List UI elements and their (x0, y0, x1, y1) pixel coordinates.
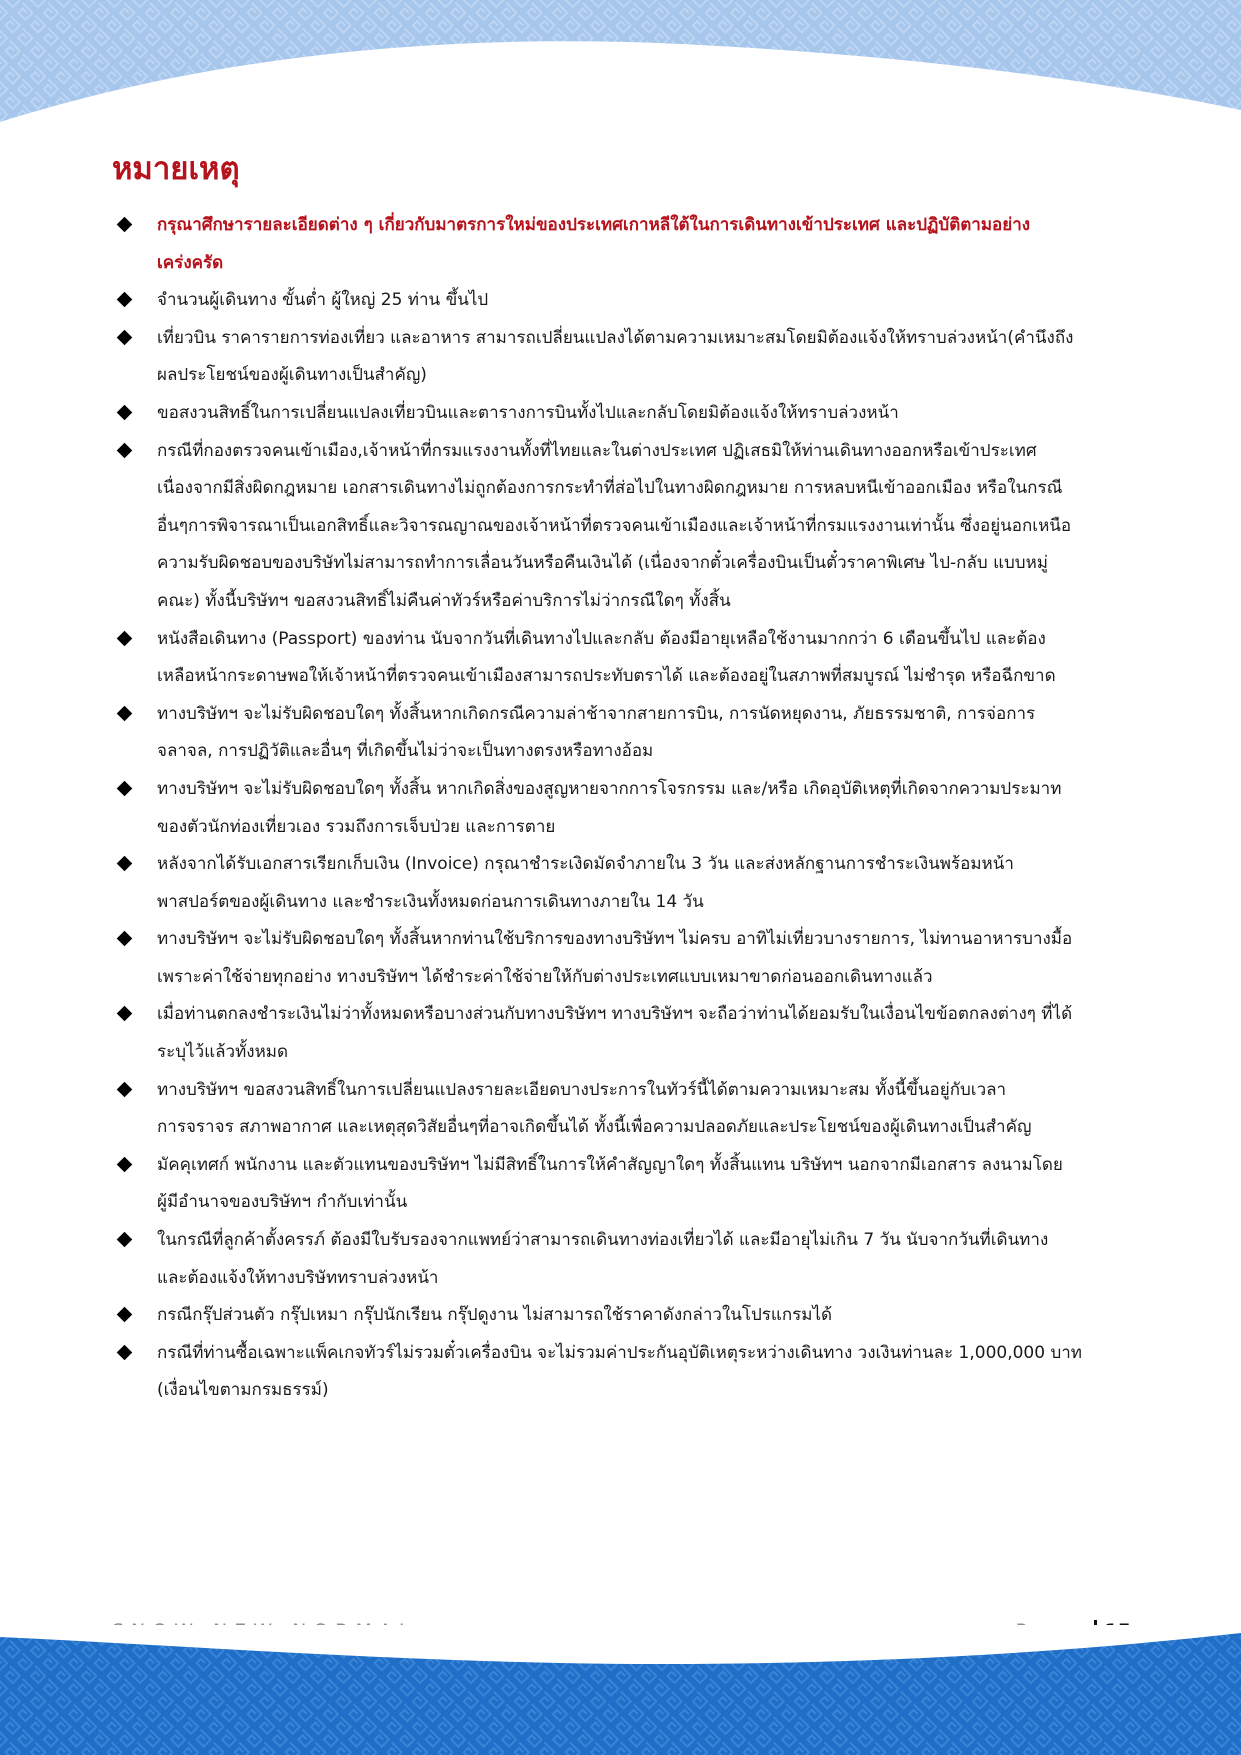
diamond-bullet-icon (117, 1157, 133, 1173)
note-text-line: กรณีที่กองตรวจคนเข้าเมือง,เจ้าหน้าที่กรมแรงงานทั้งที่ไทยและในต่างประเทศ ปฏิเสธมิให้ท่านเดินทางออกหรือเข้าประเทศ (157, 440, 1037, 461)
note-text-line: ทางบริษัทฯ จะไม่รับผิดชอบใดๆ ทั้งสิ้นหากท่านใช้บริการของทางบริษัทฯ ไม่ครบ อาทิไม่เที่ยวบางรายการ, ไม่ทานอาหารบางมื้อ (157, 929, 1073, 950)
note-text-line: ผู้มีอำนาจของบริษัทฯ กำกับเท่านั้น (157, 1192, 408, 1213)
diamond-bullet-icon (117, 781, 133, 797)
diamond-bullet-icon (117, 856, 133, 872)
note-item (112, 921, 1132, 996)
note-item (112, 846, 1132, 921)
header-wave-banner (0, 0, 1241, 130)
note-text-line: จำนวนผู้เดินทาง ขั้นต่ำ ผู้ใหญ่ 25 ท่าน ขึ้นไป (157, 290, 489, 311)
note-text-line: เคร่งครัด (157, 252, 224, 273)
note-text-line: เหลือหน้ากระดาษพอให้เจ้าหน้าที่ตรวจคนเข้าเมืองสามารถประทับตราได้ และต้องอยู่ในสภาพที่สมบูรณ์ ไม่ชำรุด หรือฉีกขาด (157, 666, 1056, 687)
note-text-line: กรุณาศึกษารายละเอียดต่าง ๆ เกี่ยวกับมาตรการใหม่ของประเทศเกาหลีใต้ในการเดินทางเข้าประเทศ และปฏิบัติตามอย่าง (157, 215, 1031, 235)
note-text-line: ความรับผิดชอบของบริษัทไม่สามารถทำการเลื่อนวันหรือคืนเงินได้ (เนื่องจากตั๋วเครื่องบินเป็นตั๋วราคาพิเศษ ไป-กลับ แบบหมู่ (157, 553, 1049, 574)
note-text-line: มัคคุเทศก์ พนักงาน และตัวแทนของบริษัทฯ ไม่มีสิทธิ์ในการให้คำสัญญาใดๆ ทั้งสิ้นแทน บริษัทฯ นอกจากมีเอกสาร ลงนามโดย (157, 1154, 1063, 1175)
note-text-line: อื่นๆการพิจารณาเป็นเอกสิทธิ์และวิจารณญาณของเจ้าหน้าที่ตรวจคนเข้าเมืองและเจ้าหน้าที่กรมแรงงานเท่านั้น ซึ่งอยู่นอกเหนือ (157, 515, 1072, 536)
note-text-line: (เงื่อนไขตามกรมธรรม์) (157, 1380, 329, 1401)
diamond-bullet-icon (117, 1081, 133, 1097)
note-text-line: ทางบริษัทฯ ขอสงวนสิทธิ์ในการเปลี่ยนแปลงรายละเอียดบางประการในทัวร์นี้ได้ตามความเหมาะสม ทั้งนี้ขึ้นอยู่กับเวลา (157, 1079, 1007, 1100)
note-text-line: กรณีกรุ๊ปส่วนตัว กรุ๊ปเหมา กรุ๊ปนักเรียน กรุ๊ปดูงาน ไม่สามารถใช้ราคาดังกล่าวในโปรแกรมได้ (157, 1305, 833, 1326)
note-item (112, 282, 1132, 320)
note-text-line: จลาจล, การปฏิวัติและอื่นๆ ที่เกิดขึ้นไม่ว่าจะเป็นทางตรงหรือทางอ้อม (157, 741, 654, 762)
note-item (112, 996, 1132, 1071)
notes-list (112, 207, 1132, 1410)
diamond-bullet-icon (117, 1006, 133, 1022)
note-item (112, 395, 1132, 433)
diamond-bullet-icon (117, 405, 133, 421)
note-text-line: ของตัวนักท่องเที่ยวเอง รวมถึงการเจ็บป่วย และการตาย (157, 816, 556, 837)
diamond-bullet-icon (117, 705, 133, 721)
note-text-line: เพราะค่าใช้จ่ายทุกอย่าง ทางบริษัทฯ ได้ชำระค่าใช้จ่ายให้กับต่างประเทศแบบเหมาขาดก่อนออกเดินทางแล้ว (157, 966, 933, 987)
note-text-line: กรณีที่ท่านซื้อเฉพาะแพ็คเกจทัวร์ไม่รวมตั๋วเครื่องบิน จะไม่รวมค่าประกันอุบัติเหตุระหว่างเดินทาง วงเงินท่านละ 1,000,000 บาท (157, 1342, 1083, 1363)
note-item (112, 1072, 1132, 1147)
diamond-bullet-icon (117, 630, 133, 646)
note-item (112, 1297, 1132, 1335)
note-item (112, 320, 1132, 395)
diamond-bullet-icon (117, 931, 133, 947)
note-text-line: ทางบริษัทฯ จะไม่รับผิดชอบใดๆ ทั้งสิ้นหากเกิดกรณีความล่าช้าจากสายการบิน, การนัดหยุดงาน, ภัยธรรมชาติ, การจ่อการ (157, 703, 1036, 724)
footer-wave-banner (0, 1625, 1241, 1755)
note-item (112, 696, 1132, 771)
note-item (112, 771, 1132, 846)
diamond-bullet-icon (117, 442, 133, 458)
note-text-line: หนังสือเดินทาง (Passport) ของท่าน นับจากวันที่เดินทางไปและกลับ ต้องมีอายุเหลือใช้งานมากกว่า 6 เดือนขึ้นไป และต้อง (157, 628, 1046, 649)
note-text-line: เที่ยวบิน ราคารายการท่องเที่ยว และอาหาร สามารถเปลี่ยนแปลงได้ตามความเหมาะสมโดยมิต้องแจ้งให้ทราบล่วงหน้า(คำนึงถึง (157, 327, 1074, 348)
diamond-bullet-icon (117, 217, 133, 233)
note-item (112, 1147, 1132, 1222)
note-text-line: คณะ) ทั้งนี้บริษัทฯ ขอสงวนสิทธิ์ไม่คืนค่าทัวร์หรือค่าบริการไม่ว่ากรณีใดๆ ทั้งสิ้น (157, 590, 731, 611)
note-text-line: ระบุไว้แล้วทั้งหมด (157, 1042, 289, 1063)
note-item (112, 621, 1132, 696)
note-text-line: ขอสงวนสิทธิ์ในการเปลี่ยนแปลงเที่ยวบินและตารางการบินทั้งไปและกลับโดยมิต้องแจ้งให้ทราบล่วงหน้า (157, 402, 899, 423)
note-text-line: และต้องแจ้งให้ทางบริษัททราบล่วงหน้า (157, 1267, 439, 1288)
diamond-bullet-icon (117, 1345, 133, 1361)
note-text-line: หลังจากได้รับเอกสารเรียกเก็บเงิน (Invoice) กรุณาชำระเงิดมัดจำภายใน 3 วัน และส่งหลักฐานการชำระเงินพร้อมหน้า (157, 854, 1014, 875)
note-item (112, 433, 1132, 621)
note-text-line: เมื่อท่านตกลงชำระเงินไม่ว่าทั้งหมดหรือบางส่วนกับทางบริษัทฯ ทางบริษัทฯ จะถือว่าท่านได้ยอมรับในเงื่อนไขข้อตกลงต่างๆ ที่ได้ (157, 1004, 1073, 1025)
note-item (112, 1222, 1132, 1297)
diamond-bullet-icon (117, 1307, 133, 1323)
note-text-line: ทางบริษัทฯ จะไม่รับผิดชอบใดๆ ทั้งสิ้น หากเกิดสิ่งของสูญหายจากการโจรกรรม และ/หรือ เกิดอุบัติเหตุที่เกิดจากความประมาท (157, 778, 1062, 799)
note-item (112, 207, 1132, 282)
diamond-bullet-icon (117, 292, 133, 308)
note-text-line: การจราจร สภาพอากาศ และเหตุสุดวิสัยอื่นๆที่อาจเกิดขึ้นได้ ทั้งนี้เพื่อความปลอดภัยและประโยชน์ของผู้เดินทางเป็นสำคัญ (157, 1117, 1032, 1138)
note-text-line: พาสปอร์ตของผู้เดินทาง และชำระเงินทั้งหมดก่อนการเดินทางภายใน 14 วัน (157, 891, 704, 912)
diamond-bullet-icon (117, 330, 133, 346)
note-text-line: ผลประโยชน์ของผู้เดินทางเป็นสำคัญ) (157, 365, 427, 386)
note-item (112, 1335, 1132, 1410)
note-text-line: ในกรณีที่ลูกค้าตั้งครรภ์ ต้องมีใบรับรองจากแพทย์ว่าสามารถเดินทางท่องเที่ยวได้ และมีอายุไม่เกิน 7 วัน นับจากวันที่เดินทาง (157, 1230, 1049, 1251)
note-text-line: เนื่องจากมีสิ่งผิดกฎหมาย เอกสารเดินทางไม่ถูกต้องการกระทำที่ส่อไปในทางผิดกฎหมาย การหลบหนีเข้าออกเมือง หรือในกรณี (157, 478, 1063, 499)
diamond-bullet-icon (117, 1232, 133, 1248)
page-title: หมายเหตุ (112, 151, 240, 187)
